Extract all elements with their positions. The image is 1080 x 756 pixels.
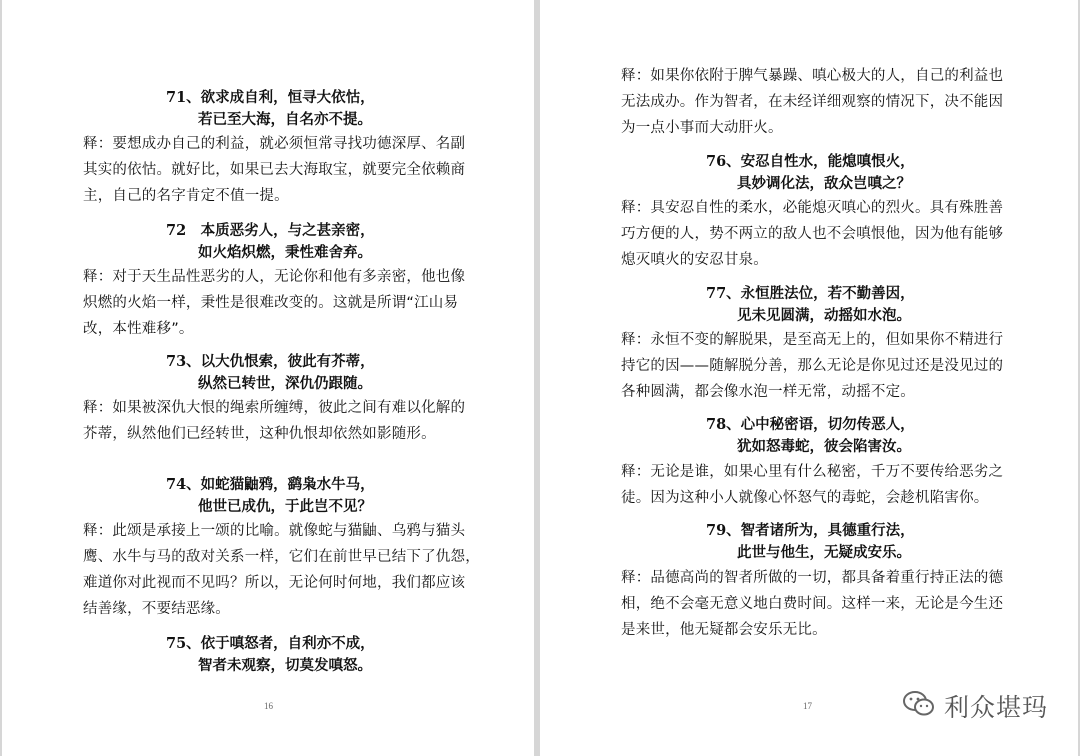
text-line: 持它的因——随解脱分善，那么无论是你见过还是没见过的 xyxy=(621,358,1004,374)
text-line: 难道你对此视而不见吗？所以，无论何时何地，我们都应该 xyxy=(83,575,466,591)
verse-78-line1: 78、心中秘密语，切勿传恶人， xyxy=(706,416,915,433)
verse-79-line2: 此世与他生，无疑成安乐。 xyxy=(737,544,911,561)
text-line: 其实的依怙。就好比，如果已去大海取宝，就要完全依赖商 xyxy=(83,162,466,178)
text-line: 释：此颂是承接上一颂的比喻。就像蛇与猫鼬、乌鸦与猫头 xyxy=(83,523,466,539)
verse-73-line1: 73、以大仇恨索，彼此有芥蒂， xyxy=(166,353,375,370)
explanation-71 xyxy=(83,131,465,209)
verse-76-line1: 76、安忍自性水，能熄嗔恨火， xyxy=(706,153,915,170)
text-line: 释：如果你依附于脾气暴躁、嗔心极大的人，自己的利益也 xyxy=(621,68,1004,84)
left-page xyxy=(2,0,534,756)
text-line: 巧方便的人，势不两立的敌人也不会嗔恨他，因为他有能够 xyxy=(621,226,1004,242)
explanation-72 xyxy=(83,264,465,342)
verse-71-line2: 若已至大海，自名亦不提。 xyxy=(198,111,372,128)
text-line: 徒。因为这种小人就像心怀怒气的毒蛇，会趁机陷害你。 xyxy=(621,490,989,506)
explanation-77 xyxy=(621,327,1003,405)
explanation-79 xyxy=(621,565,1003,643)
verse-76-line2: 具妙调化法，敌众岂嗔之？ xyxy=(737,175,911,192)
right-page xyxy=(540,0,1078,756)
text-line: 无法成办。作为智者，在未经详细观察的情况下，决不能因 xyxy=(621,94,1004,110)
verse-71-line1: 71、欲求成自利，恒寻大依怙， xyxy=(166,89,375,106)
text-line: 改，本性难移”。 xyxy=(83,321,194,337)
text-line: 鹰、水牛与马的敌对关系一样，它们在前世早已结下了仇怨， xyxy=(83,549,480,565)
verse-77-line1: 77、永恒胜法位，若不勤善因， xyxy=(706,285,915,302)
text-line: 释：如果被深仇大恨的绳索所缠缚，彼此之间有难以化解的 xyxy=(83,400,466,416)
page-number: 17 xyxy=(803,701,812,711)
verse-78-line2: 犹如怒毒蛇，彼会陷害汝。 xyxy=(737,438,911,455)
text-line: 为一点小事而大动肝火。 xyxy=(621,120,783,136)
verse-73-line2: 纵然已转世，深仇仍跟随。 xyxy=(198,375,372,392)
verse-74-line1: 74、如蛇猫鼬鸦，鹞枭水牛马， xyxy=(166,476,375,493)
text-line: 释：具安忍自性的柔水，必能熄灭嗔心的烈火。具有殊胜善 xyxy=(621,200,1004,216)
text-line: 释：对于天生品性恶劣的人，无论你和他有多亲密，他也像 xyxy=(83,269,466,285)
text-line: 熄灭嗔火的安忍甘泉。 xyxy=(621,252,768,268)
text-line: 芥蒂，纵然他们已经转世，这种仇恨却依然如影随形。 xyxy=(83,426,436,442)
text-line: 释：品德高尚的智者所做的一切，都具备着重行持正法的德 xyxy=(621,570,1004,586)
verse-72-line2: 如火焰炽燃，秉性难舍弃。 xyxy=(198,244,372,261)
wechat-icon xyxy=(902,690,936,722)
text-line: 释：要想成办自己的利益，就必须恒常寻找功德深厚、名副 xyxy=(83,136,466,152)
verse-72-line1: 72 本质恶劣人，与之甚亲密， xyxy=(166,222,375,239)
verse-74-line2: 他世已成仇，于此岂不见？ xyxy=(198,498,372,515)
explanation-74 xyxy=(83,518,480,622)
explanation-76 xyxy=(621,195,1003,273)
page-number: 16 xyxy=(264,701,273,711)
text-line: 结善缘，不要结恶缘。 xyxy=(83,601,230,617)
text-line: 各种圆满，都会像水泡一样无常，动摇不定。 xyxy=(621,384,915,400)
text-line: 是来世，他无疑都会安乐无比。 xyxy=(621,622,827,638)
text-line: 炽燃的火焰一样，秉性是很难改变的。这就是所谓“江山易 xyxy=(83,295,459,311)
text-line: 释：无论是谁，如果心里有什么秘密，千万不要传给恶劣之 xyxy=(621,464,1004,480)
watermark-text: 利众堪玛 xyxy=(943,693,1048,722)
verse-77-line2: 见未见圆满，动摇如水泡。 xyxy=(737,307,911,324)
verse-79-line1: 79、智者诸所为，具德重行法， xyxy=(706,522,915,539)
text-line: 释：永恒不变的解脱果，是至高无上的，但如果你不精进行 xyxy=(621,332,1004,348)
watermark xyxy=(902,688,1048,724)
verse-75-line1: 75、依于嗔怒者，自利亦不成， xyxy=(166,635,375,652)
verse-75-line2: 智者未观察，切莫发嗔怒。 xyxy=(198,657,372,674)
explanation-75 xyxy=(621,63,1003,141)
explanation-78 xyxy=(621,459,1003,511)
explanation-73 xyxy=(83,395,465,447)
text-line: 主，自己的名字肯定不值一提。 xyxy=(83,188,289,204)
text-line: 相，绝不会毫无意义地白费时间。这样一来，无论是今生还 xyxy=(621,596,1004,612)
